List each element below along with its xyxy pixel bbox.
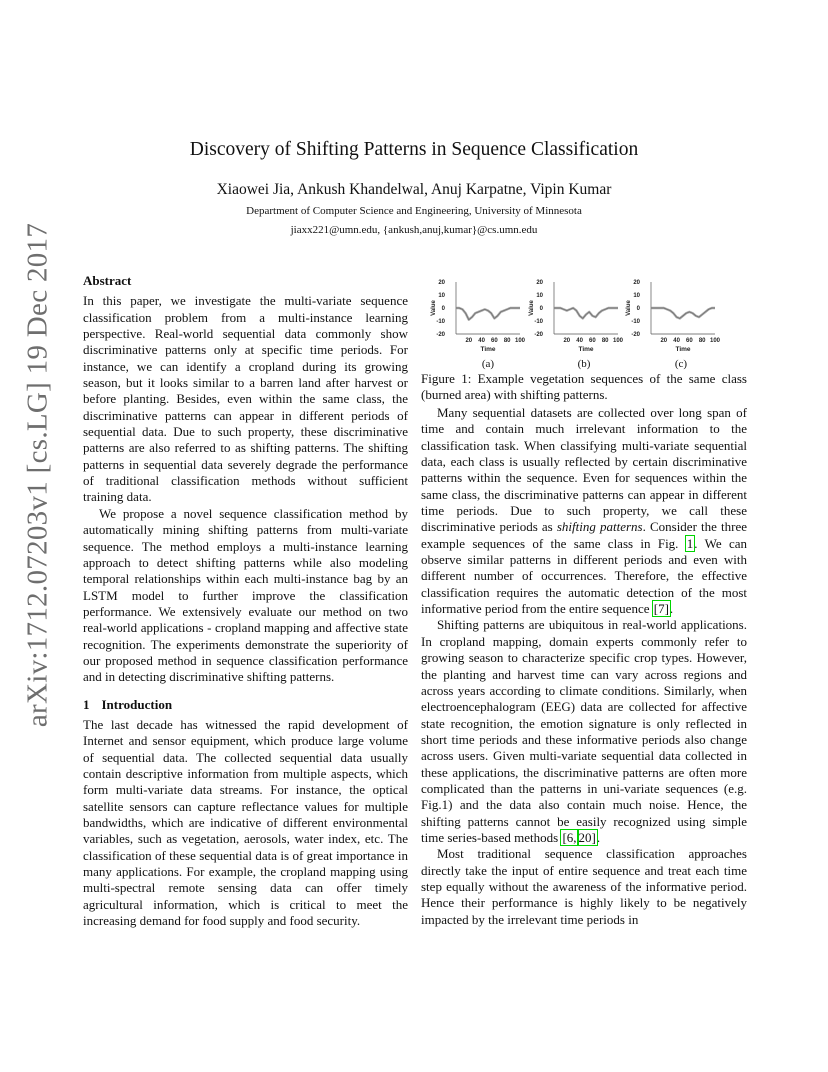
y-tick-label: 20 [536,280,543,286]
panel-label-a: (a) [481,358,495,370]
chart-a-svg [421,274,525,356]
x-tick-label: 20 [563,338,571,344]
abstract-paragraph-1: In this paper, we investigate the multi-variate sequence classification problem from a multi-instance learning perspective. Real-world sequential data commonly show discriminative patterns only at specific time periods. For instance, we can identify a cropland during its growing season, but it looks similar to a barren land after harvest or before planting. Besides, even within the same class, the discriminative patterns can appear in different periods of sequential data. Due to such property, these discriminative patterns are also referred to as shifting patterns. The shifting patterns in sequential data severely degrade the performance of traditional classification methods without sufficient training data. [83,293,408,505]
y-tick-label: -20 [534,332,543,338]
figure-caption: Figure 1: Example vegetation sequences of the same class (burned area) with shifting patterns. [421,371,747,403]
y-tick-label: -20 [631,332,640,338]
y-tick-label: 0 [636,306,640,312]
figure-panel-a [421,274,525,356]
series-line-band [651,308,715,318]
citation-link[interactable]: [6, [562,829,577,845]
shifting-patterns-term: shifting patterns [556,519,643,535]
figure-1 [421,274,747,404]
affiliation: Department of Computer Science and Engineering, University of Minnesota [246,205,582,217]
citation-link[interactable]: 20] [578,829,596,845]
panel-label-b: (b) [577,358,591,370]
intro-heading [83,697,408,713]
x-tick-label: 80 [698,338,706,344]
y-tick-label: 10 [536,293,543,299]
y-tick-label: -20 [436,332,445,338]
x-tick-label: 20 [465,338,473,344]
figure-panel-c [616,274,720,356]
y-tick-label: -10 [534,319,543,325]
y-tick-label: 0 [441,306,445,312]
intro-paragraph-1: The last decade has witnessed the rapid development of Internet and sensor equipment, which produce large volume of sequential data. The collected sequential data usually contain descriptive information from multiple aspects, which form multi-variate data streams. For instance, the optical satellite sensors can capture reflectance values for multiple bandwidths, which are indicative of different environmental variables, such as vegetation, aerosols, water index, etc. The classification of these sequential data is of great importance in many applications. For example, the cropland mapping using multi-spectral remote sensing data can offer timely agricultural information, which is critical to meet the increasing demand for food supply and food security. [83,716,408,929]
chart-b-svg [519,274,623,356]
right-paragraph-1: Many sequential datasets are collected over long span of time and contain much irrelevant information to the classification task. When classifying multi-variate sequential data, each class is usually reflected by certain discriminative patterns within the sequence. Even for sequences within the same class, the discriminative patterns can appear in different time periods. Due to such property, we call these discriminative periods as shifting patterns. Consider the three example sequences of the same class in Fig. 1. We can observe similar patterns in different periods and even with different number of occurrences. Therefore, the effective classification requires the automatic detection of the most informative period from the entire sequence [7]. [421,405,748,617]
panel-label-c: (c) [674,358,688,370]
x-tick-label: 40 [576,338,583,344]
right-paragraph-2: Shifting patterns are ubiquitous in real-world applications. In cropland mapping, domain experts commonly refer to growing season to characterize specific crop types. However, the planting and harvest time can vary across regions and across years according to climate conditions. Similarly, when electroencephalogram (EEG) data are collected for affective state recognition, the emotion signature is only reflected in short time periods and these informative periods also change across users. Given multi-variate sequential data collected in these applications, the discriminative patterns are often more complicated than the patterns in uni-variate sequences (e.g. Fig.1) and the data also contain much noise. Hence, the shifting patterns cannot be easily recognized using simple time series-based methods [6, 20]. [421,617,747,845]
x-tick-label: 100 [514,338,526,344]
x-tick-label: 40 [478,338,485,344]
y-tick-label: -10 [631,319,640,325]
y-axis-label: Value [626,300,632,316]
paper-title: Discovery of Shifting Patterns in Sequence Classification [189,139,639,160]
x-axis-label: Time [480,346,496,353]
intro-section-title: Introduction [101,696,173,712]
x-axis-label: Time [675,346,691,353]
x-tick-label: 20 [660,338,668,344]
author-emails: jiaxx221@umn.edu, {ankush,anuj,kumar}@cs.umn.edu [290,224,538,236]
intro-section-number: 1 [83,696,90,712]
y-tick-label: 10 [633,293,640,299]
x-axis-label: Time [578,346,594,353]
abstract-paragraph-2: We propose a novel sequence classification method by automatically mining shifting patterns from multi-variate sequence. The method employs a multi-instance learning approach to detect shifting patterns while also modeling temporal relationships within each multi-instance bag by an LSTM model to further improve the classification performance. We extensively evaluate our method on two real-world applications - cropland mapping and affective state recognition. The experiments demonstrate the superiority of our proposed method in sequence classification performance and in detecting discriminative shifting patterns. [83,505,408,685]
figure-reference-link[interactable]: 1 [686,535,694,551]
chart-c-svg [616,274,720,356]
x-tick-label: 60 [686,338,693,344]
y-axis-label: Value [529,300,535,316]
y-tick-label: 10 [438,293,445,299]
y-axis-label: Value [431,300,437,316]
abstract-heading: Abstract [83,273,132,288]
figure-panel-b [519,274,623,356]
y-tick-label: -10 [436,319,445,325]
left-column [83,273,408,929]
x-tick-label: 100 [612,338,624,344]
y-tick-label: 0 [539,306,543,312]
arxiv-identifier-text: arXiv:1712.07203v1 [cs.LG] 19 Dec 2017 [21,222,54,728]
author-list: Xiaowei Jia, Ankush Khandelwal, Anuj Karpatne, Vipin Kumar [216,181,612,198]
y-tick-label: 20 [438,280,445,286]
x-tick-label: 80 [601,338,609,344]
x-tick-label: 100 [709,338,721,344]
x-tick-label: 60 [491,338,498,344]
x-tick-label: 40 [673,338,680,344]
right-paragraph-3: Most traditional sequence classification approaches directly take the input of entire sequence and treat each time step equally without the awareness of the informative period. Hence their performance is highly likely to be negatively impacted by the irrelevant time periods in [421,846,747,927]
y-tick-label: 20 [633,280,640,286]
right-column [421,405,747,928]
x-tick-label: 80 [503,338,511,344]
citation-link[interactable]: [7] [653,601,669,617]
x-tick-label: 60 [589,338,596,344]
